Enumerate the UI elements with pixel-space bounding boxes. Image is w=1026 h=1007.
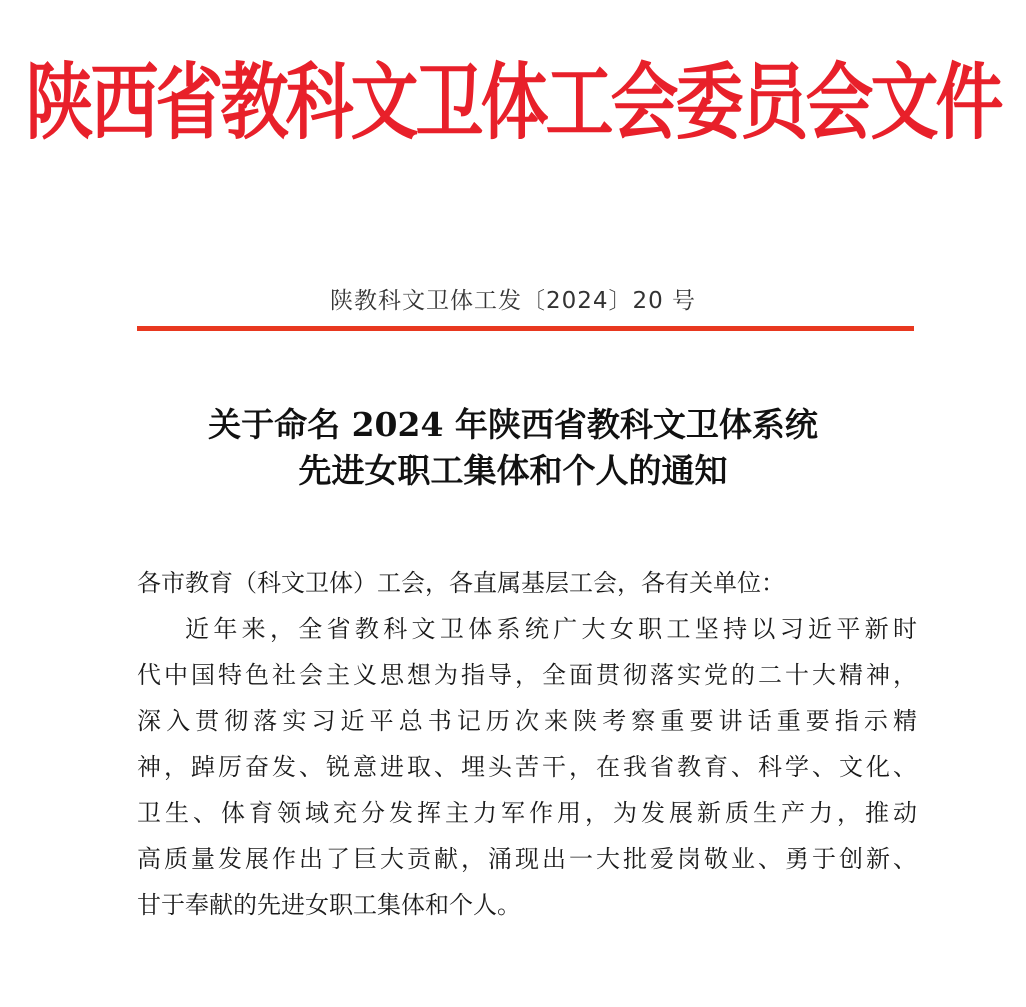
red-divider-line: [137, 326, 914, 331]
masthead-title: 陕西省教科文卫体工会委员会文件: [25, 54, 1001, 152]
paragraph-line: 代中国特色社会主义思想为指导，全面贯彻落实党的二十大精神，: [137, 661, 917, 689]
paragraph-line: 甘于奉献的先进女职工集体和个人。: [137, 891, 521, 919]
paragraph-line: 深入贯彻落实习近平总书记历次来陕考察重要讲话重要指示精: [137, 707, 917, 735]
document-number: 陕教科文卫体工发〔2024〕20 号: [329, 288, 697, 314]
document-body: [137, 560, 917, 928]
title-line-2: 先进女职工集体和个人的通知: [298, 451, 728, 490]
document-title: [0, 402, 1026, 494]
paragraph-line: 神，踔厉奋发、锐意进取、埋头苦干，在我省教育、科学、文化、: [137, 753, 917, 781]
paragraph-line: 卫生、体育领域充分发挥主力军作用，为发展新质生产力，推动: [137, 799, 917, 827]
salutation: 各市教育（科文卫体）工会，各直属基层工会，各有关单位：: [137, 569, 785, 597]
paragraph-line: 高质量发展作出了巨大贡献，涌现出一大批爱岗敬业、勇于创新、: [137, 845, 917, 873]
body-paragraph: [137, 606, 917, 928]
title-line-1: 关于命名 2024 年陕西省教科文卫体系统: [208, 405, 818, 444]
paragraph-line: 近年来，全省教科文卫体系统广大女职工坚持以习近平新时: [185, 615, 917, 643]
